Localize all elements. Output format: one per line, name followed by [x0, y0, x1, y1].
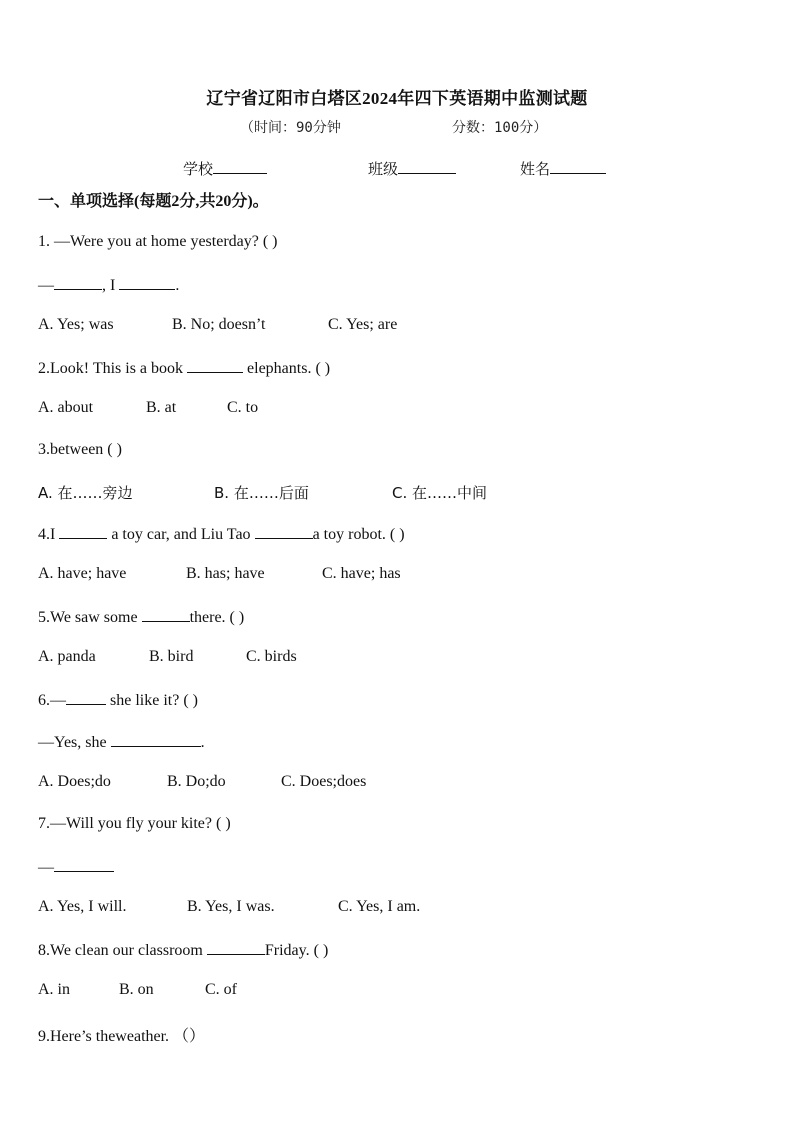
name-field: 姓名 [520, 158, 606, 179]
exam-time: （时间：90分钟 [240, 120, 341, 136]
option-c[interactable]: C. Does;does [281, 773, 367, 790]
question-6-answer-line: —Yes, she . [38, 734, 205, 751]
question-9: 9.Here’s theweather. （） [38, 1028, 206, 1045]
class-blank[interactable] [398, 159, 456, 174]
exam-subtitle [240, 117, 547, 137]
question-7-answer-line: — [38, 857, 114, 877]
option-a[interactable]: A. panda [38, 648, 96, 665]
question-3: 3.between ( ) [38, 441, 122, 458]
question-5: 5.We saw some there. ( ) [38, 609, 245, 626]
question-7: 7.—Will you fly your kite? ( ) [38, 815, 231, 832]
class-field: 班级 [368, 158, 456, 179]
option-a[interactable]: A. Yes; was [38, 316, 114, 333]
option-b[interactable]: B. at [146, 399, 177, 416]
option-a[interactable]: A. in [38, 981, 70, 998]
school-blank[interactable] [213, 159, 267, 174]
option-c[interactable]: C. birds [246, 648, 297, 665]
question-1-options [38, 316, 397, 334]
option-b[interactable]: B. on [119, 981, 154, 998]
answer-blank[interactable] [207, 940, 265, 955]
question-6-options [38, 773, 366, 791]
question-2: 2.Look! This is a book elephants. ( ) [38, 360, 331, 377]
question-8: 8.We clean our classroom Friday. ( ) [38, 942, 329, 959]
option-a[interactable]: A. Yes, I will. [38, 898, 127, 915]
option-c[interactable]: C. to [227, 399, 259, 416]
answer-blank[interactable] [54, 275, 102, 290]
answer-blank[interactable] [255, 524, 313, 539]
question-3-options [38, 482, 487, 503]
answer-blank[interactable] [66, 690, 106, 705]
question-1: 1. —Were you at home yesterday? ( ) [38, 233, 278, 250]
question-5-options [38, 648, 297, 666]
answer-blank[interactable] [187, 358, 243, 373]
option-c[interactable]: C. Yes, I am. [338, 898, 421, 915]
option-a[interactable]: A. Does;do [38, 773, 111, 790]
option-b[interactable]: B. 在……后面 [214, 484, 309, 502]
question-8-options [38, 981, 237, 999]
option-c[interactable]: C. of [205, 981, 237, 998]
name-blank[interactable] [550, 159, 606, 174]
exam-score: 分数：100分） [452, 120, 548, 136]
option-a[interactable]: A. have; have [38, 565, 127, 582]
question-4-options [38, 565, 401, 583]
school-field: 学校 [183, 158, 267, 179]
option-c[interactable]: C. Yes; are [328, 316, 398, 333]
answer-blank[interactable] [59, 524, 107, 539]
question-2-options [38, 399, 258, 417]
question-4: 4.I a toy car, and Liu Tao a toy robot. ( ) [38, 526, 405, 543]
option-c[interactable]: C. have; has [322, 565, 401, 582]
option-b[interactable]: B. has; have [186, 565, 265, 582]
section-heading: 一、单项选择(每题2分,共20分)。 [38, 193, 269, 210]
option-b[interactable]: B. bird [149, 648, 194, 665]
option-b[interactable]: B. No; doesn’t [172, 316, 266, 333]
answer-blank[interactable] [119, 275, 175, 290]
answer-blank[interactable] [111, 732, 201, 747]
question-6: 6.— she like it? ( ) [38, 692, 198, 709]
answer-blank[interactable] [54, 857, 114, 872]
option-c[interactable]: C. 在……中间 [392, 484, 488, 502]
answer-blank[interactable] [142, 607, 190, 622]
page-title: 辽宁省辽阳市白塔区2024年四下英语期中监测试题 [206, 89, 588, 108]
option-b[interactable]: B. Do;do [167, 773, 226, 790]
option-a[interactable]: A. 在……旁边 [38, 484, 133, 502]
option-a[interactable]: A. about [38, 399, 94, 416]
question-1-answer-line: — , I . [38, 277, 180, 294]
question-7-options [38, 898, 420, 916]
option-b[interactable]: B. Yes, I was. [187, 898, 275, 915]
